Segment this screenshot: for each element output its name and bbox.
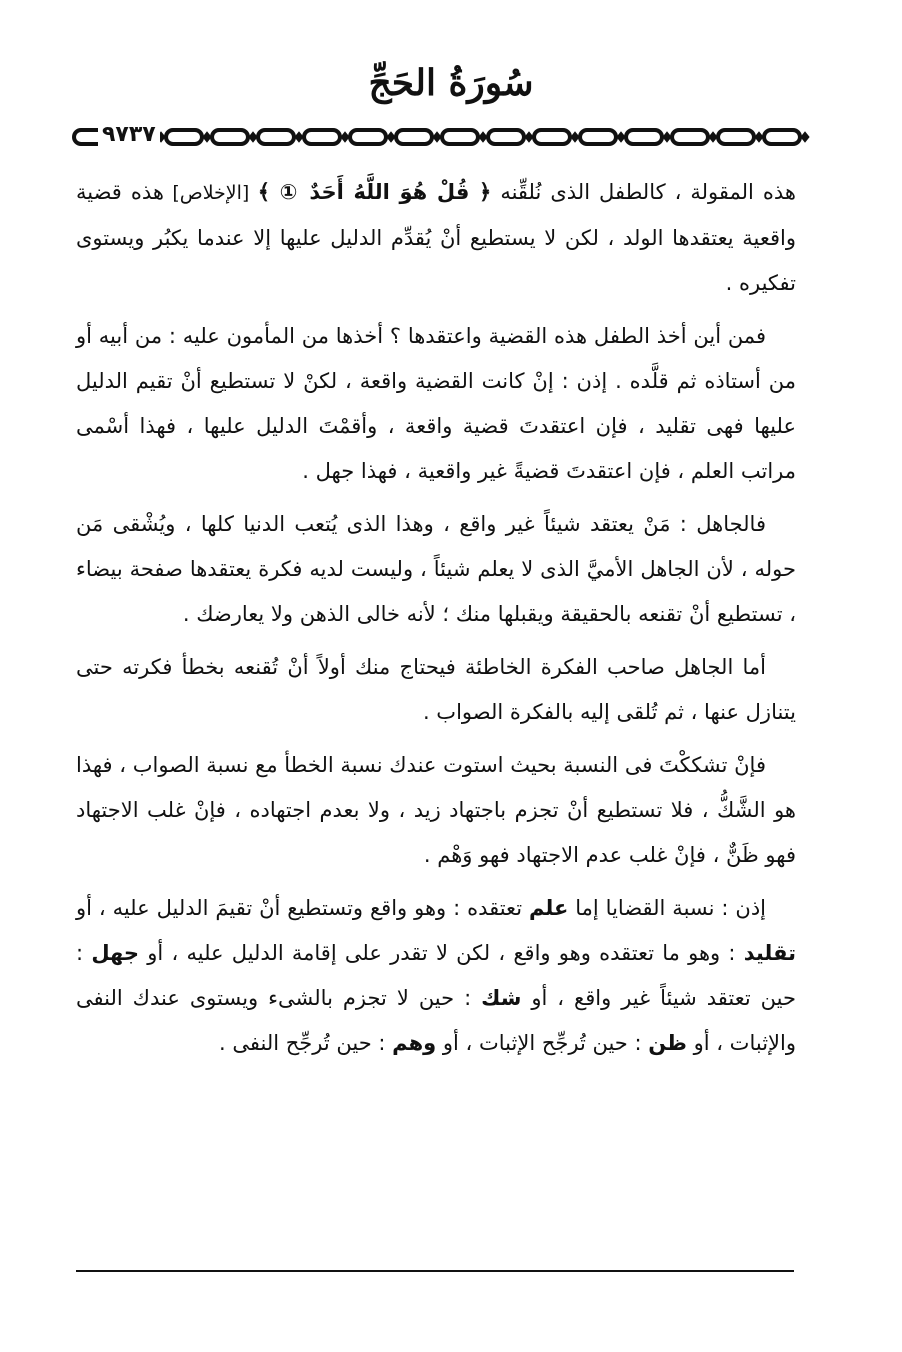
key-term: ظن xyxy=(648,1031,687,1055)
chain-diamond xyxy=(341,132,349,142)
chain-diamond xyxy=(755,132,763,142)
paragraph-6 xyxy=(76,886,796,1066)
chain-link xyxy=(304,130,340,144)
chain-link xyxy=(764,130,800,144)
chain-link xyxy=(672,130,708,144)
chain-diamond xyxy=(387,132,395,142)
paragraph-1 xyxy=(76,170,796,306)
key-term: علم xyxy=(528,896,569,920)
paragraph-4: أما الجاهل صاحب الفكرة الخاطئة فيحتاج منك أولاً أنْ تُقنعه بخطأ فكرته حتى يتنازل عنها ، ثم تُلقى إليه بالفكرة الصواب . xyxy=(76,655,796,724)
surah-reference: [الإخلاص] xyxy=(163,182,258,204)
chain-diamond xyxy=(663,132,671,142)
para-1-intro: هذه المقولة ، كالطفل الذى نُلقِّنه xyxy=(491,180,796,204)
paragraph-2: فمن أين أخذ الطفل هذه القضية واعتقدها ؟ أخذها من المأمون عليه : من أبيه أو من أستاذه ثم قلَّده . إذن : إنْ كانت القضية واقعة ، لكنْ لا تستطيع أنْ تقيم الدليل عليها فهى تقليد ، فإن اعتقدتَ قضية واقعة ، وأقمْتَ الدليل عليها ، فهذا أسْمى مراتب العلم ، فإن اعتقدتَ قضيةً غير واقعية ، فهذا جهل . xyxy=(76,324,796,483)
para-6-text: : حين تُرجِّح الإثبات ، أو xyxy=(436,1031,649,1055)
para-6-text: : حين لا تجزم بالشىء ويستوى عندك النفى والإثبات ، أو xyxy=(76,986,796,1055)
chain-ornament xyxy=(72,124,832,150)
chain-link xyxy=(258,130,294,144)
key-term: تقليد xyxy=(743,941,796,965)
paragraph-3: فالجاهل : مَنْ يعتقد شيئاً غير واقع ، وهذا الذى يُتعب الدنيا كلها ، ويُشْقى مَن حوله ، لأن الجاهل الأميَّ الذى لا يعلم شيئاً ، وليست لديه فكرة يعتقدها صفحة بيضاء ، تستطيع أنْ تقنعه بالحقيقة ويقبلها منك ؛ لأنه خالى الذهن ولا يعارضك . xyxy=(76,512,796,626)
para-6-text: : حين تعتقد شيئاً غير واقع ، أو xyxy=(76,941,796,1010)
chain-link xyxy=(534,130,570,144)
footer-rule xyxy=(76,1270,794,1272)
chain-link xyxy=(396,130,432,144)
chain-diamond xyxy=(249,132,257,142)
paragraph-5: فإنْ تشككْتَ فى النسبة بحيث استوت عندك نسبة الخطأ مع نسبة الصواب ، فهذا هو الشَّكُّ ، فلا تستطيع أنْ تجزم باجتهاد زيد ، ولا بعدم اجتهاده ، فإنْ غلب الاجتهاد فهو ظَنٌّ ، فإنْ غلب عدم الاجتهاد فهو وَهْم . xyxy=(76,753,796,867)
para-1-text: هذه قضية واقعية يعتقدها الولد ، لكن لا يستطيع أنْ يُقدِّم الدليل عليها إلا عندما يكبُر ويستوى تفكيره . xyxy=(76,180,796,295)
key-term: جهل xyxy=(91,941,140,965)
page-number: ٩٧٣٧ xyxy=(98,122,160,147)
page-body xyxy=(76,170,796,1074)
chain-diamond xyxy=(571,132,579,142)
chain-diamond xyxy=(295,132,303,142)
surah-title: سُورَةُ الحَجِّ xyxy=(368,62,534,104)
chain-diamond xyxy=(801,132,809,142)
chain-link xyxy=(442,130,478,144)
chain-link xyxy=(718,130,754,144)
quran-verse: ﴿ قُلْ هُوَ اللَّهُ أَحَدٌ ① ﴾ xyxy=(257,180,492,204)
chain-link xyxy=(488,130,524,144)
chain-link xyxy=(350,130,386,144)
chain-diamond xyxy=(433,132,441,142)
chain-diamond xyxy=(617,132,625,142)
chain-diamond xyxy=(203,132,211,142)
chain-diamond xyxy=(479,132,487,142)
chain-link xyxy=(212,130,248,144)
ornament-border xyxy=(72,124,832,150)
para-6-text: : وهو ما تعتقده وهو واقع ، لكن لا تقدر على إقامة الدليل عليه ، أو xyxy=(139,941,744,965)
chain-diamond xyxy=(525,132,533,142)
chain-diamond xyxy=(709,132,717,142)
chain-link xyxy=(166,130,202,144)
para-6-text: تعتقده : وهو واقع وتستطيع أنْ تقيمَ الدليل عليه ، أو xyxy=(76,896,529,920)
key-term: شك xyxy=(481,986,522,1010)
chain-link xyxy=(580,130,616,144)
para-6-text: : حين تُرجِّح النفى . xyxy=(219,1031,393,1055)
para-6-text: إذن : نسبة القضايا إما xyxy=(568,896,766,920)
chain-link xyxy=(626,130,662,144)
key-term: وهم xyxy=(392,1031,437,1055)
